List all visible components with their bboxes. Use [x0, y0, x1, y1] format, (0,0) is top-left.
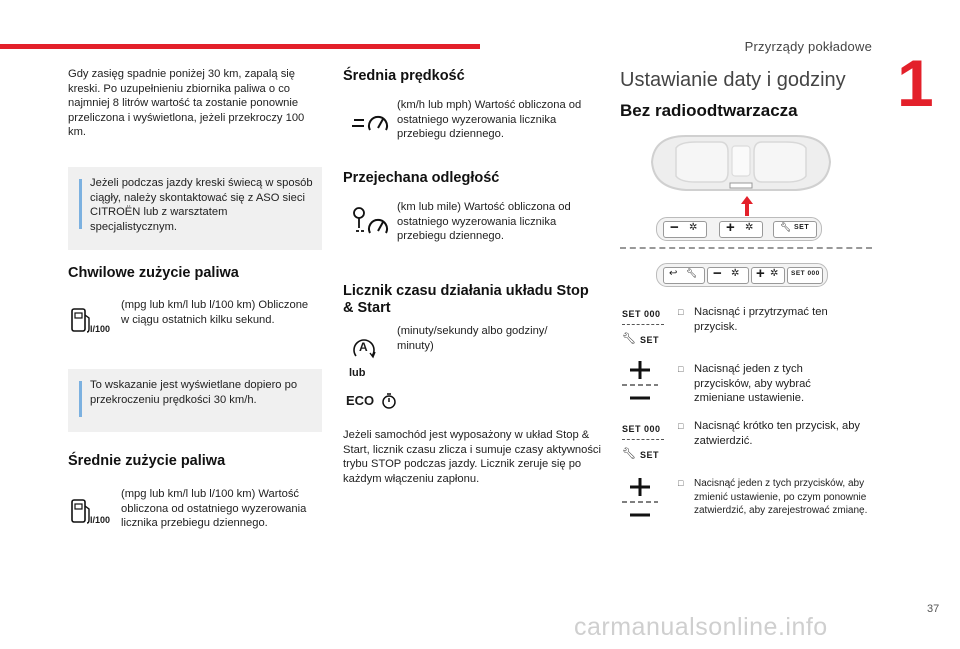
- set-label: SET: [640, 335, 660, 345]
- set-button-icon: [620, 305, 668, 349]
- plus-button[interactable]: + ✲: [751, 267, 785, 284]
- watermark: carmanualsonline.info: [574, 613, 828, 641]
- page-number: 37: [927, 603, 940, 615]
- instrument-cluster-illustration: [646, 132, 836, 196]
- brightness-plus-button[interactable]: + ✲: [719, 221, 763, 238]
- step-4: [678, 477, 878, 537]
- date-time-title: Ustawianie daty i godziny: [620, 69, 846, 91]
- no-radio-subtitle: Bez radioodtwarzacza: [620, 101, 798, 120]
- button-panel-upper: [656, 217, 822, 241]
- warning-note-text: Jeżeli podczas jazdy kreski świecą w sposób ciągły, należy skontaktować się z ASO sieci CITROËN lub z warsztatem specjalistycznym.: [90, 177, 313, 233]
- average-consumption-heading: Średnie zużycie paliwa: [68, 453, 226, 469]
- minus-button[interactable]: − ✲: [707, 267, 749, 284]
- set-000-label: SET 000: [622, 424, 661, 434]
- fuel-pump-icon: [68, 496, 118, 530]
- average-consumption-text: (mpg lub km/l lub l/100 km) Wartość obliczona od ostatniego wyzerowania licznika przebiegu dziennego.: [121, 488, 307, 530]
- plus-minus-icon: [620, 361, 660, 405]
- step-1-text: Nacisnąć i przytrzymać ten przycisk.: [694, 306, 828, 333]
- eco-timer-icon: [346, 392, 402, 410]
- chapter-number: 1: [897, 46, 934, 120]
- sun-icon: ✲: [770, 268, 779, 279]
- speed-note-text: To wskazanie jest wyświetlane dopiero po przekroczeniu prędkości 30 km/h.: [90, 379, 298, 406]
- stop-start-a-icon: [350, 334, 380, 362]
- wrench-icon: 🔧︎: [622, 333, 636, 345]
- plus-minus-icon: [620, 478, 660, 522]
- brightness-minus-button[interactable]: − ✲: [663, 221, 707, 238]
- sun-icon: ✲: [731, 268, 740, 279]
- stop-start-a-letter: A: [359, 340, 368, 354]
- stop-start-body-text: Jeżeli samochód jest wyposażony w układ Stop & Start, licznik czasu zlicza i sumuje czasy aktywności trybu STOP podczas jazdy. Licznik zeruje się po każdym włączeniu zapłonu.: [343, 429, 602, 485]
- step-1: [678, 305, 878, 337]
- step-2-text: Nacisnąć jeden z tych przycisków, aby wybrać zmieniane ustawienie.: [694, 363, 811, 405]
- distance-heading: Przejechana odległość: [343, 170, 500, 186]
- panel-divider: [620, 247, 872, 249]
- wrench-icon: 🔧︎: [780, 222, 792, 232]
- button-panel-lower: [656, 263, 828, 287]
- section-title: Przyrządy pokładowe: [744, 39, 872, 54]
- average-speed-text: (km/h lub mph) Wartość obliczona od ostatniego wyzerowania licznika przebiegu dziennego.: [397, 99, 582, 141]
- fuel-pump-icon: [68, 305, 118, 339]
- pointer-arrow-icon: [741, 196, 753, 216]
- step-3-text: Nacisnąć krótko ten przycisk, aby zatwierdzić.: [694, 420, 861, 447]
- fuel-icon-unit: l/100: [90, 515, 111, 525]
- instant-consumption-text: (mpg lub km/l lub l/100 km) Obliczone w ciągu ostatnich kilku sekund.: [121, 299, 309, 326]
- set-000-button[interactable]: SET 000: [787, 267, 823, 284]
- wrench-icon: 🔧︎: [686, 268, 698, 278]
- set-button-icon: [620, 420, 668, 464]
- or-label: lub: [349, 367, 366, 379]
- eco-label: ECO: [346, 393, 375, 408]
- speed-gauge-icon: [350, 108, 394, 138]
- step-4-text: Nacisnąć jeden z tych przycisków, aby zmienić ustawienie, po czym ponownie zatwierdzić, aby zarejestrować zmianę.: [694, 478, 868, 517]
- range-intro-text: Gdy zasięg spadnie poniżej 30 km, zapalą się kreski. Po uzupełnieniu zbiornika paliwa o co najmniej 8 litrów wartość ta zostanie ponownie przeliczona i wyświetlona, jeżeli przekroczy 100 km.: [68, 68, 305, 139]
- set-000-label: SET 000: [622, 309, 661, 319]
- sun-icon: ✲: [689, 222, 698, 233]
- bullet-icon: □: [678, 307, 684, 317]
- wrench-icon: 🔧︎: [622, 448, 636, 460]
- bullet-icon: □: [678, 421, 684, 431]
- step-3: [678, 419, 878, 451]
- return-arrow-icon: ↩: [669, 268, 678, 279]
- stop-start-units-text: (minuty/sekundy albo godziny/ minuty): [397, 325, 548, 352]
- set-label: SET: [640, 450, 660, 460]
- instant-consumption-heading: Chwilowe zużycie paliwa: [68, 265, 239, 281]
- stop-start-heading: Licznik czasu działania układu Stop & Start: [343, 283, 589, 316]
- sun-icon: ✲: [745, 222, 754, 233]
- note-marker: [79, 381, 82, 417]
- warning-note: [68, 167, 322, 250]
- distance-text: (km lub mile) Wartość obliczona od ostatniego wyzerowania licznika przebiegu dziennego.: [397, 201, 571, 243]
- speed-note: [68, 369, 322, 432]
- header-accent-bar: [0, 44, 480, 49]
- step-2: [678, 362, 878, 408]
- bullet-icon: □: [678, 364, 684, 374]
- distance-pin-icon: [350, 204, 394, 242]
- back-settings-button[interactable]: [663, 267, 705, 284]
- note-marker: [79, 179, 82, 229]
- bullet-icon: □: [678, 478, 684, 488]
- set-button[interactable]: 🔧︎ SET: [773, 221, 817, 238]
- average-speed-heading: Średnia prędkość: [343, 68, 465, 84]
- fuel-icon-unit: l/100: [90, 324, 111, 334]
